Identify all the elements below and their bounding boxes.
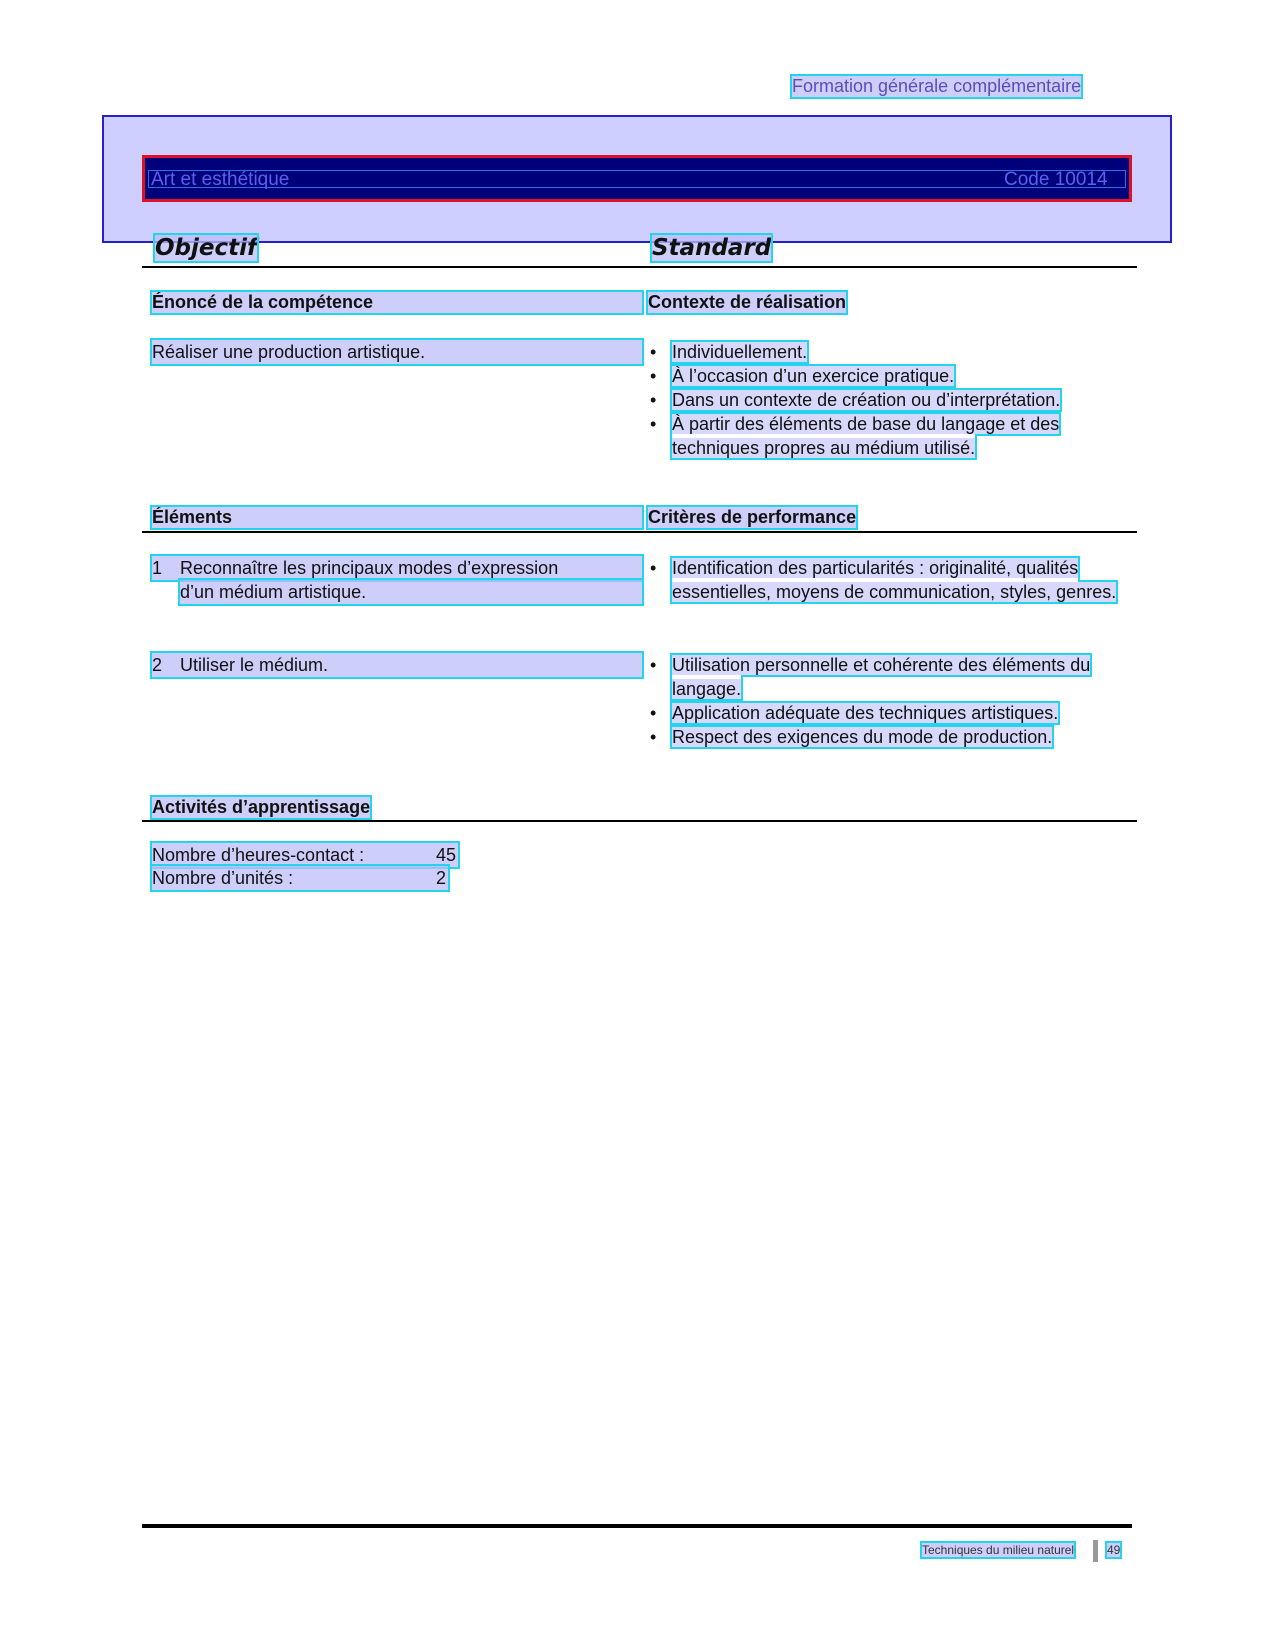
activities-heading: Activités d’apprentissage	[152, 797, 371, 817]
list-item: • Utilisation personnelle et cohérente des éléments du langage.	[650, 653, 1130, 701]
competence-heading: Énoncé de la compétence	[152, 292, 642, 313]
divider	[142, 531, 1137, 533]
element-2	[152, 653, 642, 677]
hours-row	[152, 843, 458, 867]
list-item: • Individuellement.	[650, 340, 1130, 364]
list-item: • Respect des exigences du mode de production.	[650, 725, 1130, 749]
program-label: Formation générale complémentaire	[792, 76, 1082, 96]
page-number: 49	[1107, 1543, 1121, 1557]
context-heading: Contexte de réalisation	[648, 292, 847, 312]
objectif-heading: Objectif	[155, 235, 258, 261]
element-text: Utiliser le médium.	[180, 655, 329, 675]
element-text: Reconnaître les principaux modes d’expression	[180, 558, 559, 578]
course-code: Code 10014	[1004, 169, 1108, 190]
criteria-heading: Critères de performance	[648, 507, 857, 527]
units-value: 2	[435, 868, 446, 888]
course-title: Art et esthétique	[151, 169, 290, 190]
hours-label: Nombre d’heures-contact :	[152, 845, 365, 865]
hours-value: 45	[435, 845, 456, 865]
units-row	[152, 866, 448, 890]
title-bar-inner	[148, 170, 1126, 188]
list-item: • À partir des éléments de base du langage et des techniques propres au médium utilisé.	[650, 412, 1130, 460]
list-item: • Identification des particularités : originalité, qualités essentielles, moyens de communication, styles, genres.	[650, 556, 1130, 604]
elements-heading: Éléments	[152, 507, 642, 528]
list-item: • À l’occasion d’un exercice pratique.	[650, 364, 1130, 388]
element-number: 2	[152, 655, 163, 675]
divider	[142, 820, 1137, 822]
list-item: • Application adéquate des techniques artistiques.	[650, 701, 1130, 725]
footer-rule	[142, 1524, 1132, 1528]
footer-separator	[1093, 1540, 1098, 1562]
footer-program: Techniques du milieu naturel	[922, 1543, 1075, 1557]
list-item: • Dans un contexte de création ou d’interprétation.	[650, 388, 1130, 412]
units-label: Nombre d’unités :	[152, 868, 294, 888]
competence-text: Réaliser une production artistique.	[152, 340, 642, 364]
element-1-cont: d’un médium artistique.	[180, 580, 642, 604]
element-number: 1	[152, 558, 163, 578]
divider	[142, 266, 1137, 268]
standard-heading: Standard	[652, 235, 772, 261]
criteria-list-2	[650, 653, 1130, 749]
element-1	[152, 556, 642, 580]
context-list	[650, 340, 1130, 460]
criteria-list-1	[650, 556, 1130, 604]
